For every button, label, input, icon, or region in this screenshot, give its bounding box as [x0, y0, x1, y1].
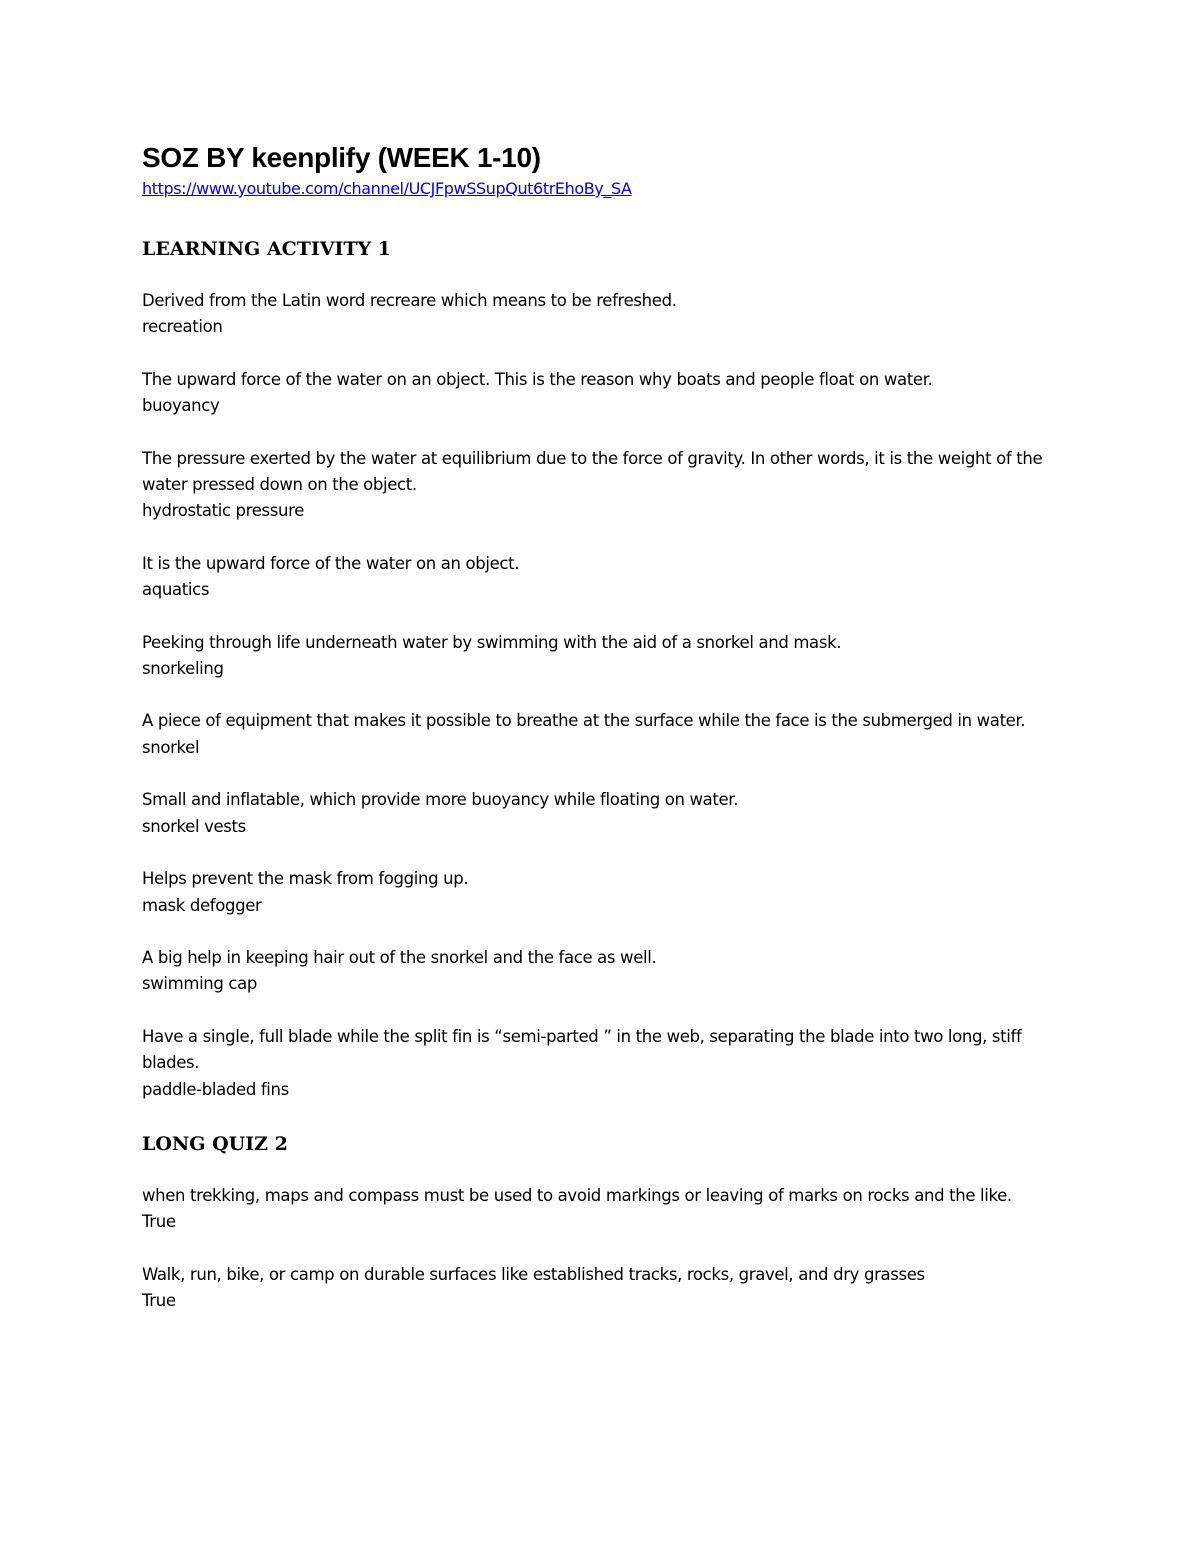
answer-text: aquatics	[142, 580, 210, 600]
question-text: It is the upward force of the water on an object.	[142, 553, 520, 573]
document-content	[142, 140, 1072, 1341]
qa-item	[142, 1262, 1072, 1315]
question-text: Walk, run, bike, or camp on durable surfaces like established tracks, rocks, gravel, and dry grasses	[142, 1264, 925, 1284]
question-text: The pressure exerted by the water at equilibrium due to the force of gravity. In other words, it is the weight of the water pressed down on the object.	[142, 448, 1043, 495]
qa-item	[142, 446, 1072, 525]
qa-item	[142, 787, 1072, 840]
question-text: The upward force of the water on an object. This is the reason why boats and people float on water.	[142, 369, 933, 389]
answer-text: snorkeling	[142, 659, 224, 679]
answer-text: swimming cap	[142, 974, 258, 994]
qa-item	[142, 551, 1072, 604]
question-text: when trekking, maps and compass must be used to avoid markings or leaving of marks on rocks and the like.	[142, 1185, 1012, 1205]
question-text: A big help in keeping hair out of the snorkel and the face as well.	[142, 947, 657, 967]
question-text: A piece of equipment that makes it possible to breathe at the surface while the face is the submerged in water.	[142, 711, 1026, 731]
question-text: Derived from the Latin word recreare which means to be refreshed.	[142, 291, 677, 310]
answer-text: mask defogger	[142, 895, 262, 915]
question-text: Helps prevent the mask from fogging up.	[142, 869, 469, 889]
qa-item	[142, 708, 1072, 761]
section-heading-long-quiz-2: LONG QUIZ 2	[142, 1132, 288, 1155]
youtube-channel-link[interactable]: https://www.youtube.com/channel/UCJFpwSSupQut6trEhoBy_SA	[142, 179, 632, 198]
question-text: Have a single, full blade while the split fin is “semi-parted ” in the web, separating the blade into two long, stiff blades.	[142, 1026, 1022, 1073]
question-text: Small and inflatable, which provide more buoyancy while floating on water.	[142, 790, 739, 810]
qa-item	[142, 945, 1072, 998]
qa-item	[142, 866, 1072, 919]
answer-text: hydrostatic pressure	[142, 501, 305, 521]
document-title: SOZ BY keenplify (WEEK 1-10)	[142, 142, 541, 173]
qa-list-learning-activity-1	[142, 288, 1072, 1103]
qa-item	[142, 288, 1072, 341]
answer-text: snorkel	[142, 737, 200, 757]
qa-item	[142, 1183, 1072, 1236]
qa-item	[142, 630, 1072, 683]
section-heading-learning-activity-1: LEARNING ACTIVITY 1	[142, 238, 391, 260]
answer-text: True	[142, 1291, 176, 1311]
qa-item	[142, 367, 1072, 420]
answer-text: buoyancy	[142, 396, 220, 416]
answer-text: snorkel vests	[142, 816, 246, 836]
answer-text: recreation	[142, 317, 223, 337]
question-text: Peeking through life underneath water by swimming with the aid of a snorkel and mask.	[142, 632, 842, 652]
qa-list-long-quiz-2	[142, 1183, 1072, 1315]
qa-item	[142, 1024, 1072, 1103]
answer-text: paddle-bladed fins	[142, 1079, 289, 1099]
answer-text: True	[142, 1212, 176, 1232]
